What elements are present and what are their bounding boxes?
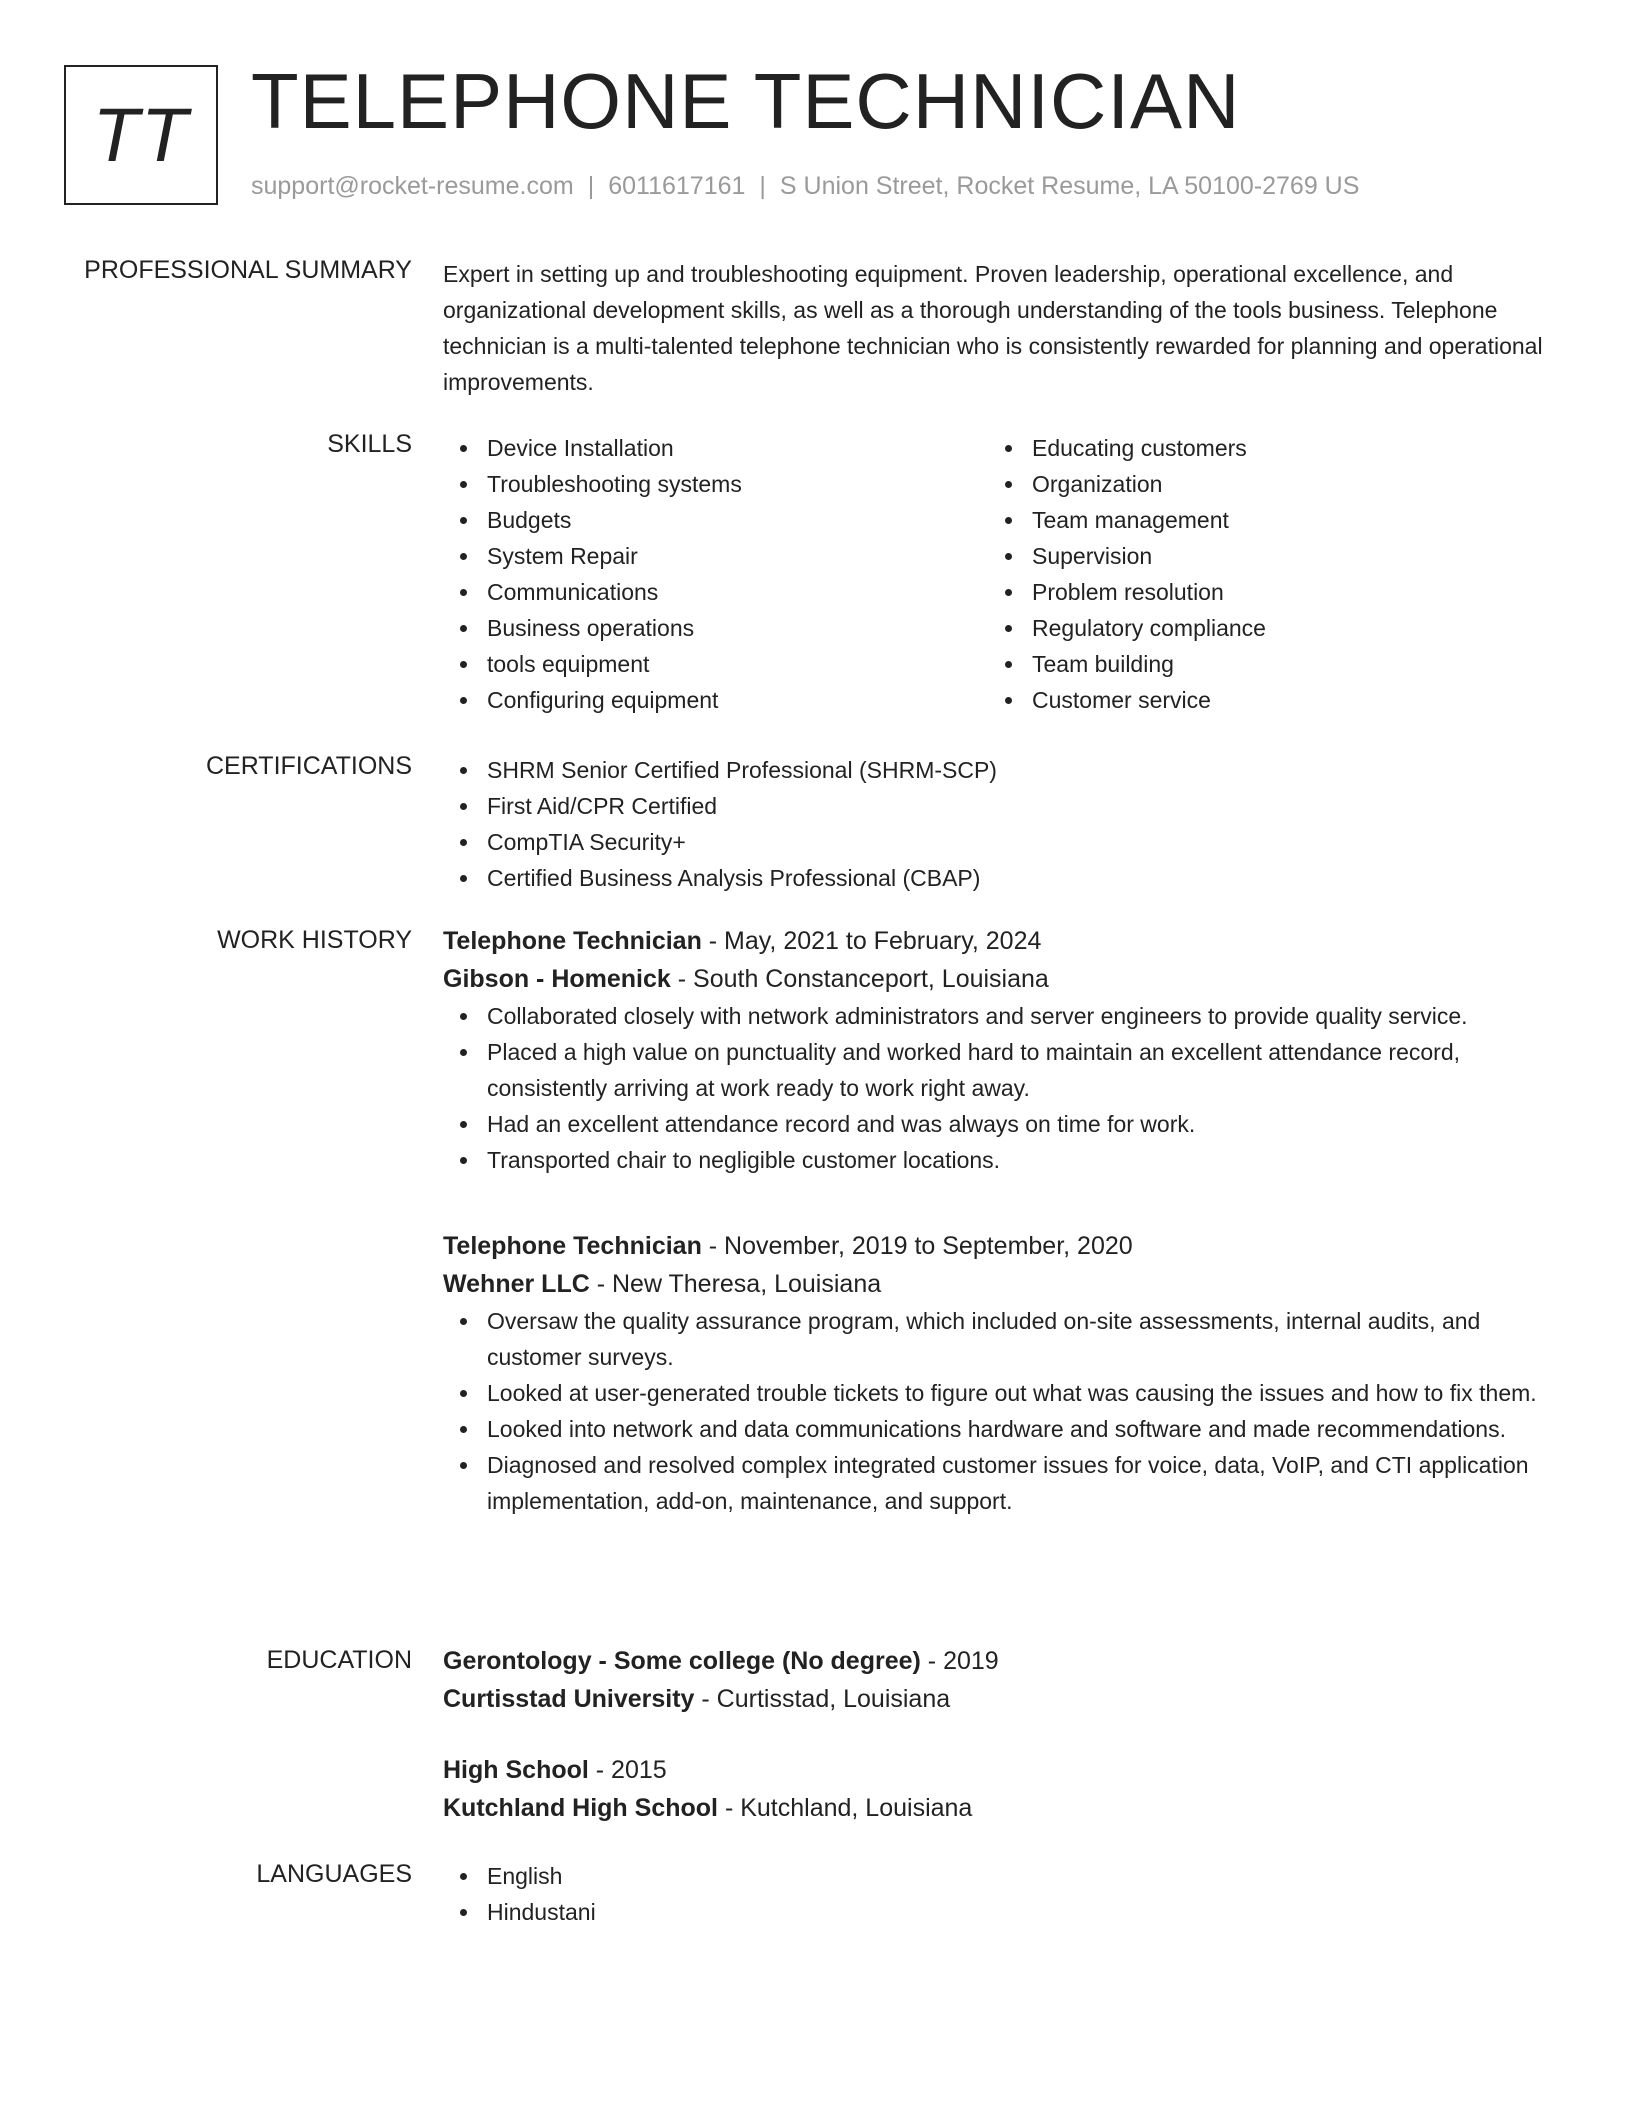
education-location: - Kutchland, Louisiana	[718, 1794, 973, 1822]
contact-address: S Union Street, Rocket Resume, LA 50100-2769 US	[779, 172, 1360, 200]
education-degree-line	[443, 1751, 1563, 1789]
skill-item: Supervision	[988, 538, 1533, 574]
page-title: TELEPHONE TECHNICIAN	[251, 57, 1241, 145]
job-location: - New Theresa, Louisiana	[589, 1270, 882, 1298]
skill-item: tools equipment	[443, 646, 988, 682]
certifications-heading: CERTIFICATIONS	[205, 752, 412, 780]
skill-item: Team management	[988, 502, 1533, 538]
skill-item: Customer service	[988, 682, 1533, 718]
job-title: Telephone Technician	[443, 927, 702, 955]
skills-heading: SKILLS	[327, 430, 412, 458]
education-degree: High School	[443, 1756, 589, 1784]
skill-item: Team building	[988, 646, 1533, 682]
education-year: - 2015	[588, 1756, 667, 1784]
contact-email[interactable]: support@rocket-resume.com	[251, 172, 574, 200]
work-entry	[443, 1227, 1563, 1519]
education-heading: EDUCATION	[266, 1646, 412, 1674]
job-bullet: Collaborated closely with network administrators and server engineers to provide quality service.	[443, 998, 1563, 1034]
skills-column-left	[443, 430, 988, 718]
job-bullets	[443, 998, 1563, 1178]
education-school: Kutchland High School	[443, 1794, 718, 1822]
job-bullet: Transported chair to negligible customer locations.	[443, 1142, 1563, 1178]
job-company: Wehner LLC	[443, 1270, 590, 1298]
skill-item: Configuring equipment	[443, 682, 988, 718]
summary-heading: PROFESSIONAL SUMMARY	[84, 256, 412, 284]
job-bullet: Diagnosed and resolved complex integrated customer issues for voice, data, VoIP, and CTI application implementation, add-on, maintenance, and support.	[443, 1447, 1563, 1519]
job-bullets	[443, 1303, 1563, 1519]
skill-item: Communications	[443, 574, 988, 610]
skill-item: System Repair	[443, 538, 988, 574]
skill-item: Business operations	[443, 610, 988, 646]
job-title-line	[443, 1227, 1563, 1265]
certification-item: CompTIA Security+	[443, 824, 1563, 860]
job-dates: - November, 2019 to September, 2020	[701, 1232, 1133, 1260]
education-degree: Gerontology - Some college (No degree)	[443, 1647, 921, 1675]
language-item: English	[443, 1858, 1563, 1894]
job-location: - South Constanceport, Louisiana	[670, 965, 1049, 993]
skill-item: Device Installation	[443, 430, 988, 466]
job-dates: - May, 2021 to February, 2024	[701, 927, 1042, 955]
certification-item: First Aid/CPR Certified	[443, 788, 1563, 824]
skill-item: Problem resolution	[988, 574, 1533, 610]
work-history-heading: WORK HISTORY	[217, 926, 412, 954]
job-title-line	[443, 922, 1563, 960]
education-year: - 2019	[920, 1647, 999, 1675]
education-degree-line	[443, 1642, 1563, 1680]
skill-item: Regulatory compliance	[988, 610, 1533, 646]
education-entry	[443, 1642, 1563, 1718]
job-bullet: Looked into network and data communications hardware and software and made recommendations.	[443, 1411, 1563, 1447]
contact-separator: |	[587, 172, 595, 200]
education-entry	[443, 1751, 1563, 1827]
languages-heading: LANGUAGES	[256, 1860, 412, 1888]
initials-monogram: TT	[64, 65, 218, 205]
job-company-line	[443, 1265, 1563, 1303]
certification-item: SHRM Senior Certified Professional (SHRM-SCP)	[443, 752, 1563, 788]
skill-item: Organization	[988, 466, 1533, 502]
certification-item: Certified Business Analysis Professional (CBAP)	[443, 860, 1563, 896]
education-school: Curtisstad University	[443, 1685, 695, 1713]
language-item: Hindustani	[443, 1894, 1563, 1930]
skills-column-right	[988, 430, 1533, 718]
education-school-line	[443, 1680, 1563, 1718]
job-bullet: Had an excellent attendance record and was always on time for work.	[443, 1106, 1563, 1142]
education-school-line	[443, 1789, 1563, 1827]
education-location: - Curtisstad, Louisiana	[694, 1685, 951, 1713]
job-company-line	[443, 960, 1563, 998]
job-title: Telephone Technician	[443, 1232, 702, 1260]
work-entry	[443, 922, 1563, 1178]
summary-text: Expert in setting up and troubleshooting equipment. Proven leadership, operational excellence, and organizational development skills, as well as a thorough understanding of the tools business. Telephone technician is a multi-talented telephone technician who is consistently rewarded for planning and operational improvements.	[443, 261, 1543, 395]
certifications-list	[443, 752, 1563, 896]
languages-list	[443, 1858, 1563, 1930]
job-bullet: Looked at user-generated trouble tickets to figure out what was causing the issues and how to fix them.	[443, 1375, 1563, 1411]
skill-item: Educating customers	[988, 430, 1533, 466]
contact-line	[251, 172, 1359, 201]
contact-separator: |	[759, 172, 766, 200]
skill-item: Troubleshooting systems	[443, 466, 988, 502]
skills-list	[443, 430, 1563, 718]
contact-phone[interactable]: 6011617161	[608, 172, 746, 200]
job-bullet: Oversaw the quality assurance program, which included on-site assessments, internal audits, and customer surveys.	[443, 1303, 1563, 1375]
skill-item: Budgets	[443, 502, 988, 538]
job-company: Gibson - Homenick	[443, 965, 671, 993]
job-bullet: Placed a high value on punctuality and worked hard to maintain an excellent attendance record, consistently arriving at work ready to work right away.	[443, 1034, 1563, 1106]
